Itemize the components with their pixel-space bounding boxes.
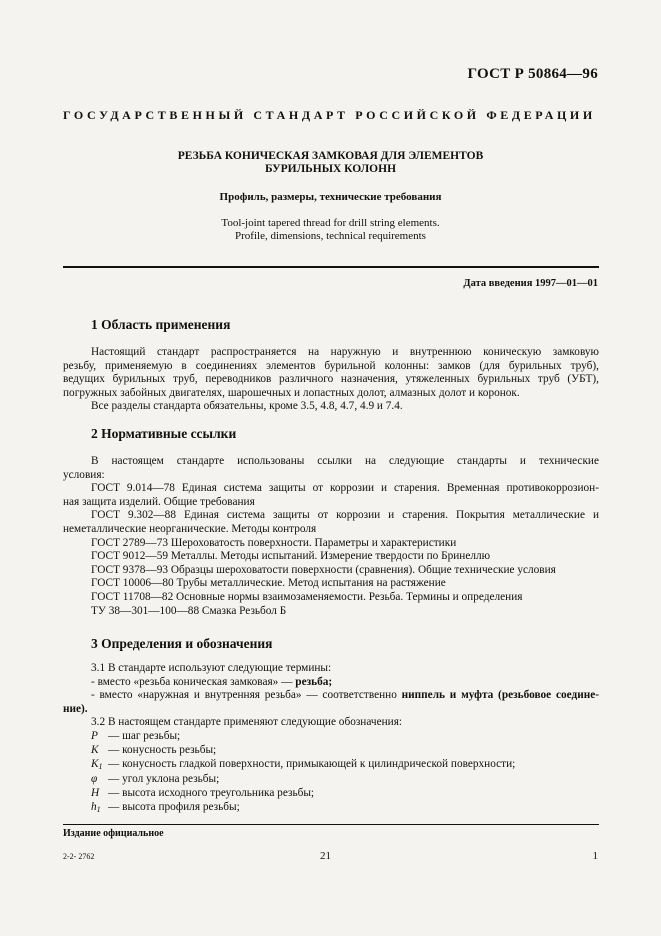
symbol-row (63, 801, 599, 815)
reference-line: ГОСТ 9378—93 Образцы шероховатости поверхности (сравнения). Общие технические условия (91, 563, 556, 576)
term-line (63, 703, 599, 717)
term-line (63, 689, 599, 703)
symbol-description: — конусность гладкой поверхности, примыкающей к цилиндрической поверхности; (108, 758, 516, 771)
symbol-letter: K (91, 758, 99, 771)
english-title-line: Tool-joint tapered thread for drill string elements. (221, 217, 440, 229)
symbol-subscript: 1 (96, 804, 101, 814)
symbol: K (91, 744, 99, 757)
symbol-letter: h (91, 800, 97, 813)
symbol: P (91, 729, 98, 742)
reference-line: ГОСТ 11708—82 Основные нормы взаимозаменяемости. Резьба. Термины и определения (91, 590, 523, 603)
term-text: - вместо «наружная и внутренняя резьба» — соответственно (91, 689, 402, 702)
sheet-number: 1 (592, 850, 598, 862)
paragraph-line: Настоящий стандарт распространяется на наружную и внутреннюю коническую замковую (91, 346, 599, 358)
section-heading: 1 Область применения (91, 317, 231, 332)
header-divider (63, 266, 599, 268)
reference-line: неметаллические неорганические. Методы контроля (63, 522, 317, 535)
english-title-line: Profile, dimensions, technical requirements (235, 230, 426, 242)
paragraph-line: условия: (63, 468, 105, 481)
reference-line: ТУ 38—301—100—88 Смазка Резьбол Б (91, 604, 287, 617)
page-number: 21 (320, 850, 331, 862)
symbol-row (63, 744, 599, 758)
symbol-description: — угол уклона резьбы; (108, 772, 220, 785)
document-code: ГОСТ Р 50864—96 (467, 66, 598, 82)
symbol-list (63, 730, 599, 815)
symbol-description: — высота исходного треугольника резьбы; (108, 786, 315, 799)
symbol-row (63, 787, 599, 801)
section-2-body (63, 455, 599, 618)
reference-line: ГОСТ 9012—59 Металлы. Методы испытаний. Измерение твердости по Бринеллю (91, 550, 491, 563)
reference-line: ГОСТ 10006—80 Трубы металлические. Метод испытания на растяжение (91, 577, 446, 590)
symbol-row (63, 773, 599, 787)
symbol-description: — высота профиля резьбы; (108, 800, 240, 813)
term-bold: ние). (63, 702, 88, 715)
reference-line: ГОСТ 9.302—88 Единая система защиты от коррозии и старения. Покрытия металлические и (91, 509, 599, 522)
paragraph-line: 3.1 В стандарте используют следующие термины: (91, 662, 332, 674)
document-title (63, 150, 598, 176)
term-text: - вместо «резьба коническая замковая» — (91, 675, 296, 688)
introduction-date: Дата введения 1997—01—01 (463, 278, 598, 289)
symbol-subscript: 1 (98, 762, 103, 772)
section-1-body (63, 346, 599, 414)
english-title (63, 217, 598, 243)
section-heading: 2 Нормативные ссылки (91, 426, 237, 441)
term-line (63, 676, 599, 690)
footer-divider (63, 824, 599, 825)
paragraph-line: 3.2 В настоящем стандарте применяют следующие обозначения: (91, 716, 403, 729)
paragraph-line: В настоящем стандарте использованы ссылки на следующие стандарты и технические (91, 455, 599, 467)
symbol: H (91, 786, 100, 799)
symbol-row (63, 730, 599, 744)
edition-label: Издание официальное (63, 828, 164, 839)
symbol: φ (91, 772, 98, 785)
section-heading: 3 Определения и обозначения (91, 636, 273, 651)
symbol-description: — конусность резьбы; (108, 744, 217, 757)
term-bold: ниппель и муфта (резьбовое соедине- (401, 689, 599, 702)
reference-line: ГОСТ 2789—73 Шероховатость поверхности. Параметры и характеристики (91, 536, 457, 549)
print-code: 2-2- 2762 (63, 852, 95, 861)
term-bold: резьба; (295, 675, 333, 688)
title-line: РЕЗЬБА КОНИЧЕСКАЯ ЗАМКОВАЯ ДЛЯ ЭЛЕМЕНТОВ (177, 150, 484, 162)
section-3-body (63, 662, 599, 815)
paragraph-line: резьбу, применяемую в соединениях элементов бурильной колонны: замков (для бурильных труб), (63, 359, 599, 372)
symbol-row (63, 758, 599, 772)
reference-line: ная защита изделий. Общие требования (63, 495, 255, 508)
symbol (91, 801, 101, 817)
paragraph-line: Все разделы стандарта обязательны, кроме 3.5, 4.8, 4.7, 4.9 и 7.4. (91, 400, 403, 413)
reference-line: ГОСТ 9.014—78 Единая система защиты от коррозии и старения. Временная противокоррозион- (91, 482, 599, 495)
state-standard-banner: ГОСУДАРСТВЕННЫЙ СТАНДАРТ РОССИЙСКОЙ ФЕДЕРАЦИИ (63, 108, 596, 122)
symbol-description: — шаг резьбы; (108, 729, 181, 742)
title-line: БУРИЛЬНЫХ КОЛОНН (264, 163, 397, 175)
paragraph-line: ведущих бурильных труб, переводников различного назначения, утяжеленных бурильных труб (УБТ), (63, 373, 599, 386)
paragraph-line: погружных забойных двигателях, шарошечных и лопастных долот, алмазных долот и коронок. (63, 386, 520, 399)
document-subtitle: Профиль, размеры, технические требования (219, 191, 442, 203)
